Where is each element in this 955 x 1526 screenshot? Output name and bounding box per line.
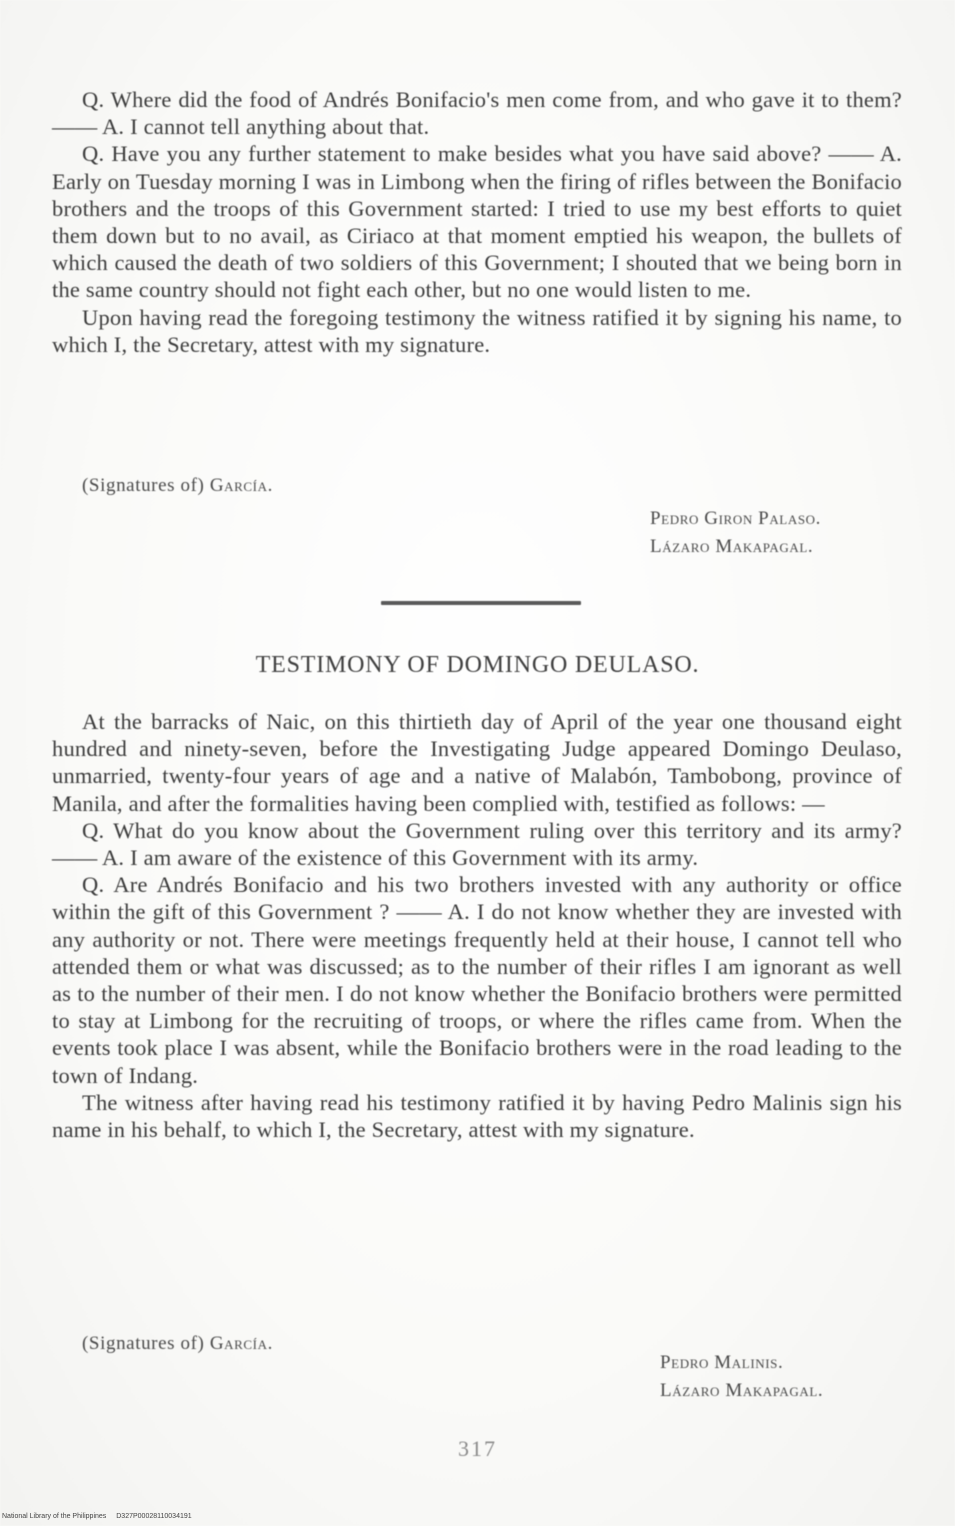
signatory-name: Lázaro Makapagal.: [650, 536, 814, 557]
signature-name: García.: [209, 1333, 273, 1354]
page-number: 317: [458, 1436, 497, 1461]
section-heading: TESTIMONY OF DOMINGO DEULASO.: [255, 652, 700, 678]
signatory-name: Lázaro Makapagal.: [660, 1380, 824, 1401]
body-text-block: [52, 708, 902, 1143]
paragraph: Q. Where did the food of Andrés Bonifacio's men come from, and who gave it to them? —— A. I cannot tell anything about that.: [52, 87, 902, 140]
section-divider: [381, 601, 581, 605]
footer-reference: D327P00028110034191: [116, 1513, 192, 1520]
footer-institution: National Library of the Philippines: [2, 1513, 107, 1520]
signature-left-1: [82, 475, 273, 497]
paragraph: Upon having read the foregoing testimony the witness ratified it by signing his name, to which I, the Secretary, attest with my signature.: [52, 304, 902, 357]
signatory-name: Pedro Giron Palaso.: [650, 508, 822, 529]
signature-name: García.: [209, 475, 273, 496]
signature-left-2: [82, 1333, 273, 1355]
signature-right-2: [660, 1349, 823, 1405]
signatory-name: Pedro Malinis.: [660, 1352, 784, 1373]
paragraph: The witness after having read his testimony ratified it by having Pedro Malinis sign his name in his behalf, to which I, the Secretary, attest with my signature.: [52, 1089, 902, 1143]
scan-footer: [2, 1513, 200, 1520]
paragraph: Q. Have you any further statement to make besides what you have said above? —— A. Early on Tuesday morning I was in Limbong when the firing of rifles between the Bonifacio brothers and the troops of this Government started: I tried to use my best efforts to quiet them down but to no avail, as Ciriaco at that moment emptied his weapon, the bullets of which caused the death of two soldiers of this Government; I shouted that we being born in the same country should not fight each other, but no one would listen to me.: [52, 141, 902, 303]
signature-right-1: [650, 505, 821, 561]
signature-prefix: (Signatures of): [82, 475, 205, 496]
signature-prefix: (Signatures of): [82, 1333, 205, 1354]
paragraph: Q. Are Andrés Bonifacio and his two brothers invested with any authority or office within the gift of this Government ? —— A. I do not know whether they are invested with any authority or not. There were meetings frequently held at their house, I cannot tell who attended them or what was discussed; as to the number of their rifles I am ignorant as well as to the number of their men. I do not know whether the Bonifacio brothers were permitted to stay at Limbong for the recruiting of troops, or where the rifles came from. When the events took place I was absent, while the Bonifacio brothers were in the road leading to the town of Indang.: [52, 872, 902, 1088]
paragraph: At the barracks of Naic, on this thirtieth day of April of the year one thousand eight hundred and ninety-seven, before the Investigating Judge appeared Domingo Deulaso, unmarried, twenty-four years of age and a native of Malabón, Tambobong, province of Manila, and after the formalities having been complied with, testified as follows: —: [52, 709, 902, 816]
paragraph: Q. What do you know about the Government ruling over this territory and its army? —— A. I am aware of the existence of this Government with its army.: [52, 817, 902, 871]
top-text-block: [52, 86, 902, 358]
